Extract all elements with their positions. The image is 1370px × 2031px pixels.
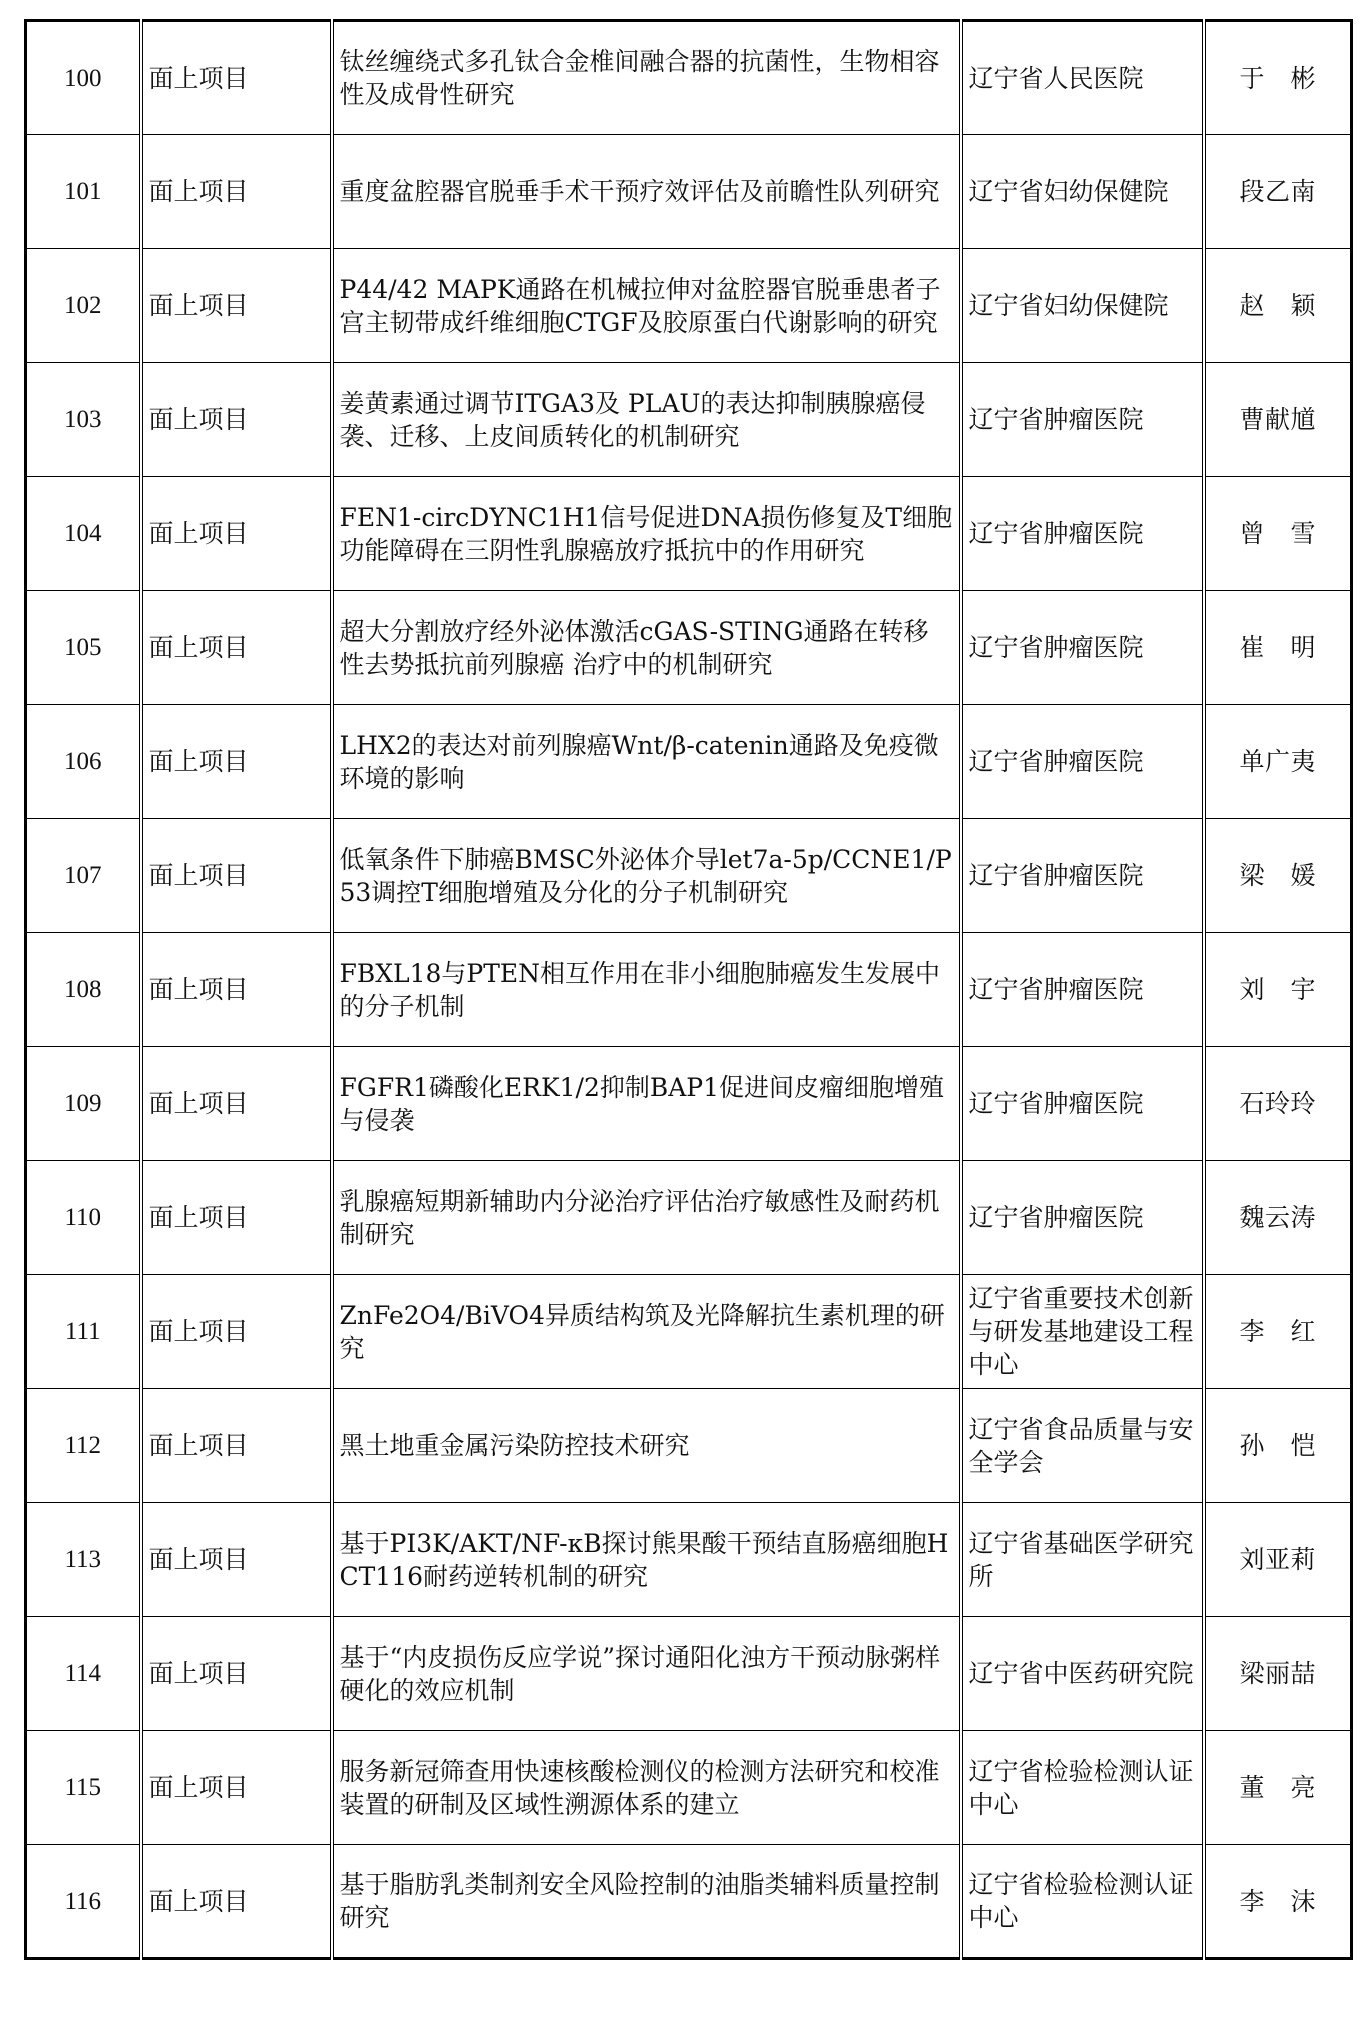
organization-text: 辽宁省检验检测认证中心 [968, 1756, 1194, 1819]
project-leader-name: 石玲玲 [1239, 1089, 1316, 1118]
table-row [26, 819, 1352, 933]
table-row [26, 591, 1352, 705]
row-number: 100 [26, 21, 141, 135]
project-title [332, 1731, 961, 1845]
project-leader-name: 曹献馗 [1239, 405, 1316, 434]
organization [961, 1275, 1204, 1389]
project-leader-name: 崔 明 [1239, 633, 1316, 662]
project-leader-name: 单广夷 [1239, 747, 1316, 776]
project-leader-name: 曾 雪 [1239, 519, 1316, 548]
organization-text: 辽宁省食品质量与安全学会 [968, 1414, 1194, 1477]
project-title [332, 591, 961, 705]
project-leader [1204, 705, 1352, 819]
project-title-text: 重度盆腔器官脱垂手术干预疗效评估及前瞻性队列研究 [339, 177, 940, 206]
project-title [332, 135, 961, 249]
project-leader [1204, 1845, 1352, 1959]
project-title-text: 基于“内皮损伤反应学说”探讨通阳化浊方干预动脉粥样硬化的效应机制 [339, 1642, 941, 1705]
project-title-text: 基于脂肪乳类制剂安全风险控制的油脂类辅料质量控制研究 [339, 1870, 940, 1932]
organization-text: 辽宁省中医药研究院 [968, 1659, 1194, 1688]
project-leader [1204, 249, 1352, 363]
organization [961, 591, 1204, 705]
project-title [332, 363, 961, 477]
project-leader [1204, 933, 1352, 1047]
project-title-text: 钛丝缠绕式多孔钛合金椎间融合器的抗菌性，生物相容性及成骨性研究 [339, 47, 940, 109]
project-leader [1204, 819, 1352, 933]
project-title-text: 服务新冠筛查用快速核酸检测仪的检测方法研究和校准装置的研制及区域性溯源体系的建立 [339, 1756, 940, 1819]
project-title-text: 乳腺癌短期新辅助内分泌治疗评估治疗敏感性及耐药机制研究 [339, 1186, 940, 1249]
row-number: 107 [26, 819, 141, 933]
project-leader-name: 李 沫 [1239, 1886, 1316, 1916]
row-number: 101 [26, 135, 141, 249]
organization [961, 1161, 1204, 1275]
project-leader-name: 董 亮 [1239, 1773, 1316, 1802]
project-type: 面上项目 [141, 363, 332, 477]
project-leader [1204, 1047, 1352, 1161]
project-title [332, 1161, 961, 1275]
project-title [332, 1275, 961, 1389]
project-leader-name: 魏云涛 [1239, 1203, 1316, 1232]
project-title [332, 933, 961, 1047]
project-title-text: 低氧条件下肺癌BMSC外泌体介导let7a-5p/CCNE1/P53调控T细胞增殖及分化的分子机制研究 [339, 844, 952, 907]
table-row [26, 933, 1352, 1047]
project-type: 面上项目 [141, 135, 332, 249]
project-leader-name: 刘亚莉 [1239, 1545, 1316, 1574]
project-title [332, 1389, 961, 1503]
row-number: 112 [26, 1389, 141, 1503]
project-title [332, 249, 961, 363]
organization [961, 1617, 1204, 1731]
organization-text: 辽宁省基础医学研究所 [968, 1528, 1194, 1591]
project-type: 面上项目 [141, 477, 332, 591]
organization [961, 1047, 1204, 1161]
project-title-text: FGFR1磷酸化ERK1/2抑制BAP1促进间皮瘤细胞增殖与侵袭 [339, 1072, 945, 1135]
project-type: 面上项目 [141, 1275, 332, 1389]
project-title-text: 超大分割放疗经外泌体激活cGAS-STING通路在转移性去势抵抗前列腺癌 治疗中的机制研究 [339, 616, 929, 679]
organization-text: 辽宁省妇幼保健院 [968, 177, 1169, 206]
project-type: 面上项目 [141, 705, 332, 819]
table-row [26, 1047, 1352, 1161]
table-row [26, 1161, 1352, 1275]
table-row [26, 249, 1352, 363]
row-number: 102 [26, 249, 141, 363]
row-number: 103 [26, 363, 141, 477]
organization [961, 1389, 1204, 1503]
project-title-text: FEN1-circDYNC1H1信号促进DNA损伤修复及T细胞功能障碍在三阴性乳腺癌放疗抵抗中的作用研究 [339, 502, 953, 565]
project-type: 面上项目 [141, 1161, 332, 1275]
project-leader-name: 赵 颖 [1239, 291, 1316, 320]
organization-text: 辽宁省重要技术创新与研发基地建设工程中心 [968, 1284, 1194, 1379]
row-number: 116 [26, 1845, 141, 1959]
project-table-body [26, 21, 1352, 1959]
row-number: 114 [26, 1617, 141, 1731]
project-title [332, 21, 961, 135]
project-leader [1204, 1161, 1352, 1275]
project-leader [1204, 1731, 1352, 1845]
project-type: 面上项目 [141, 1731, 332, 1845]
table-row [26, 1503, 1352, 1617]
table-row [26, 135, 1352, 249]
organization [961, 1845, 1204, 1959]
row-number: 104 [26, 477, 141, 591]
organization [961, 819, 1204, 933]
organization [961, 933, 1204, 1047]
project-title-text: 姜黄素通过调节ITGA3及 PLAU的表达抑制胰腺癌侵袭、迁移、上皮间质转化的机制研究 [339, 388, 926, 451]
organization [961, 477, 1204, 591]
organization [961, 705, 1204, 819]
table-row [26, 1275, 1352, 1389]
organization [961, 249, 1204, 363]
row-number: 108 [26, 933, 141, 1047]
project-leader [1204, 1275, 1352, 1389]
row-number: 105 [26, 591, 141, 705]
table-row [26, 21, 1352, 135]
project-leader [1204, 1389, 1352, 1503]
project-type: 面上项目 [141, 21, 332, 135]
project-leader [1204, 1503, 1352, 1617]
project-title-text: ZnFe2O4/BiVO4异质结构筑及光降解抗生素机理的研究 [339, 1300, 945, 1363]
project-title [332, 1047, 961, 1161]
organization-text: 辽宁省肿瘤医院 [968, 1203, 1144, 1232]
project-title-text: 黑土地重金属污染防控技术研究 [339, 1431, 690, 1460]
project-type: 面上项目 [141, 1845, 332, 1959]
project-table [24, 19, 1353, 1960]
project-title [332, 705, 961, 819]
project-type: 面上项目 [141, 1047, 332, 1161]
organization-text: 辽宁省检验检测认证中心 [968, 1870, 1194, 1932]
project-leader-name: 段乙南 [1239, 177, 1316, 206]
row-number: 111 [26, 1275, 141, 1389]
row-number: 109 [26, 1047, 141, 1161]
project-leader [1204, 135, 1352, 249]
project-leader-name: 李 红 [1239, 1317, 1316, 1346]
table-row [26, 1617, 1352, 1731]
project-leader [1204, 591, 1352, 705]
project-title-text: LHX2的表达对前列腺癌Wnt/β-catenin通路及免疫微环境的影响 [339, 730, 939, 793]
project-type: 面上项目 [141, 1389, 332, 1503]
project-title [332, 1503, 961, 1617]
project-leader-name: 于 彬 [1239, 63, 1316, 93]
row-number: 113 [26, 1503, 141, 1617]
table-row [26, 363, 1352, 477]
organization-text: 辽宁省肿瘤医院 [968, 861, 1144, 890]
project-title [332, 477, 961, 591]
row-number: 106 [26, 705, 141, 819]
project-title-text: P44/42 MAPK通路在机械拉伸对盆腔器官脱垂患者子宫主韧带成纤维细胞CTGF及胶原蛋白代谢影响的研究 [339, 274, 941, 337]
project-leader [1204, 477, 1352, 591]
project-title [332, 1845, 961, 1959]
project-leader [1204, 1617, 1352, 1731]
row-number: 110 [26, 1161, 141, 1275]
table-row [26, 1389, 1352, 1503]
project-title-text: 基于PI3K/AKT/NF-κB探讨熊果酸干预结直肠癌细胞HCT116耐药逆转机制的研究 [339, 1528, 949, 1591]
organization-text: 辽宁省肿瘤医院 [968, 519, 1144, 548]
project-title [332, 1617, 961, 1731]
project-type: 面上项目 [141, 1503, 332, 1617]
table-row [26, 1731, 1352, 1845]
organization-text: 辽宁省肿瘤医院 [968, 747, 1144, 776]
table-row [26, 1845, 1352, 1959]
project-leader [1204, 21, 1352, 135]
organization-text: 辽宁省肿瘤医院 [968, 1089, 1144, 1118]
organization [961, 363, 1204, 477]
project-leader-name: 梁 媛 [1239, 861, 1316, 890]
project-title-text: FBXL18与PTEN相互作用在非小细胞肺癌发生发展中的分子机制 [339, 958, 941, 1021]
row-number: 115 [26, 1731, 141, 1845]
organization-text: 辽宁省肿瘤医院 [968, 405, 1144, 434]
project-type: 面上项目 [141, 591, 332, 705]
project-type: 面上项目 [141, 249, 332, 363]
project-title [332, 819, 961, 933]
organization-text: 辽宁省人民医院 [968, 63, 1144, 93]
project-type: 面上项目 [141, 1617, 332, 1731]
organization [961, 21, 1204, 135]
project-leader-name: 梁丽喆 [1239, 1659, 1316, 1688]
organization-text: 辽宁省肿瘤医院 [968, 975, 1144, 1004]
organization [961, 1731, 1204, 1845]
table-row [26, 477, 1352, 591]
table-row [26, 705, 1352, 819]
project-leader [1204, 363, 1352, 477]
project-type: 面上项目 [141, 933, 332, 1047]
organization [961, 135, 1204, 249]
organization [961, 1503, 1204, 1617]
project-type: 面上项目 [141, 819, 332, 933]
project-leader-name: 刘 宇 [1239, 975, 1316, 1004]
project-leader-name: 孙 恺 [1239, 1431, 1316, 1460]
organization-text: 辽宁省妇幼保健院 [968, 291, 1169, 320]
organization-text: 辽宁省肿瘤医院 [968, 633, 1144, 662]
